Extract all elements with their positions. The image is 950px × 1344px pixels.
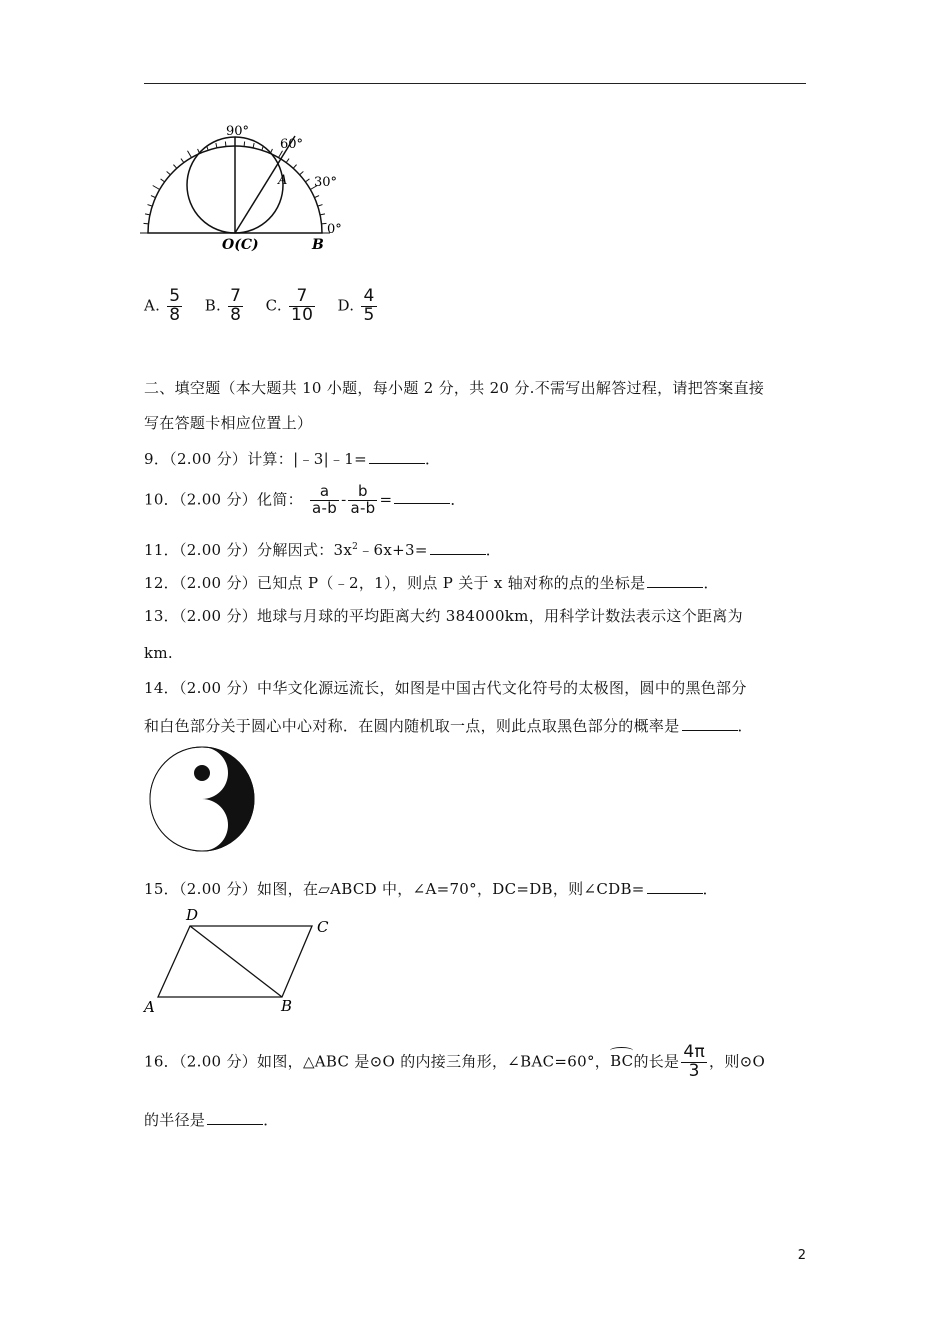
- question-14-line2: 和白色部分关于圆心中心对称．在圆内随机取一点，则此点取黑色部分的概率是 ．: [144, 717, 753, 735]
- protractor-figure: [140, 118, 360, 256]
- protractor-tick: [314, 196, 319, 198]
- vertex-B: B: [281, 997, 293, 1015]
- option-c-fraction: $\frac{7}{10}$: [290, 286, 314, 325]
- question-13-line1: 13．（2.00 分）地球与月球的平均距离大约 384000km，用科学计数法表示这个距离为: [144, 607, 743, 625]
- answer-blank: [647, 892, 703, 894]
- label-B: B: [312, 237, 324, 253]
- protractor-tick: [173, 165, 176, 169]
- question-16-line2: 的半径是 ．: [144, 1111, 279, 1129]
- label-0: 0°: [327, 222, 342, 237]
- option-c-letter: C.: [265, 296, 282, 315]
- label-90: 90°: [226, 124, 250, 139]
- protractor-tick: [153, 186, 160, 190]
- option-b-letter: B.: [204, 296, 222, 315]
- protractor-tick: [253, 143, 254, 148]
- section-heading-line2: 写在答题卡相应位置上）: [144, 414, 313, 432]
- protractor-tick: [305, 179, 309, 182]
- fraction-b-over-a-b: $\frac{b}{a-b}$: [350, 482, 376, 517]
- arc-bc: BC: [610, 1052, 633, 1070]
- protractor-tick: [293, 165, 296, 169]
- protractor-tick: [148, 205, 153, 207]
- protractor-tick: [145, 214, 150, 215]
- section-heading-line1: 二、填空题（本大题共 10 小题，每小题 2 分，共 20 分.不需写出解答过程，请把答案直接: [144, 379, 765, 397]
- question-15: 15．（2.00 分）如图，在▱ABCD 中，∠A=70°，DC=DB，则∠CDB= ．: [144, 880, 718, 898]
- protractor-tick: [318, 205, 323, 207]
- protractor-tick: [322, 223, 327, 224]
- question-12: 12．（2.00 分）已知点 P（﹣2，1），则点 P 关于 x 轴对称的点的坐标是 ．: [144, 574, 719, 592]
- protractor-tick: [161, 179, 165, 182]
- fraction-a-over-a-b: $\frac{a}{a-b}$: [312, 482, 338, 517]
- protractor-tick: [225, 142, 226, 147]
- option-d-letter: D.: [337, 296, 355, 315]
- question-10: 10．（2.00 分）化简： $\frac{a}{a-b}$ - $\frac{b}{a-b}$ = ．: [144, 482, 466, 517]
- answer-blank: [394, 502, 450, 504]
- protractor-tick: [244, 142, 245, 147]
- parallelogram-figure: [140, 904, 340, 1016]
- question-14-line1: 14．（2.00 分）中华文化源远流长，如图是中国古代文化符号的太极图，圆中的黑色部分: [144, 679, 747, 697]
- q8-options: [144, 288, 379, 325]
- answer-blank: [647, 586, 703, 588]
- label-A: A: [278, 173, 288, 188]
- answer-blank: [682, 729, 738, 731]
- fraction-4pi-over-3: $\frac{4\pi}{3}$: [683, 1042, 706, 1081]
- protractor-tick: [167, 171, 171, 174]
- page-number: 2: [797, 1248, 806, 1263]
- label-30: 30°: [314, 175, 338, 190]
- label-60: 60°: [280, 137, 304, 152]
- protractor-tick: [216, 143, 217, 148]
- protractor-tick: [320, 214, 325, 215]
- question-13-line2: km.: [144, 644, 173, 662]
- answer-blank: [207, 1123, 263, 1125]
- option-a-letter: A.: [144, 296, 161, 315]
- answer-blank: [369, 462, 425, 464]
- protractor-tick: [181, 159, 184, 163]
- protractor-tick: [151, 196, 156, 198]
- question-11: 11．（2.00 分）分解因式：$3x^2﹣6x+3=$ ．: [144, 541, 501, 559]
- label-O: O(C): [222, 237, 259, 253]
- option-a-fraction: $\frac{5}{8}$: [169, 286, 181, 325]
- header-rule: [144, 83, 806, 84]
- vertex-A: A: [144, 998, 155, 1016]
- protractor-tick: [286, 159, 289, 163]
- vertex-D: D: [186, 906, 199, 924]
- option-d-fraction: $\frac{4}{5}$: [363, 286, 375, 325]
- protractor-tick: [300, 171, 304, 174]
- taiji-figure: [148, 745, 256, 853]
- question-9: 9．（2.00 分）计算：|﹣3|﹣1= ．: [144, 450, 441, 468]
- vertex-C: C: [317, 918, 329, 936]
- question-16-line1: 16．（2.00 分）如图，△ABC 是⊙O 的内接三角形，∠BAC=60°， BC的长是 $\frac{4\pi}{3}$ ，则⊙O: [144, 1042, 766, 1081]
- protractor-tick: [144, 223, 149, 224]
- answer-blank: [430, 553, 486, 555]
- protractor-tick: [188, 151, 192, 158]
- option-b-fraction: $\frac{7}{8}$: [230, 286, 242, 325]
